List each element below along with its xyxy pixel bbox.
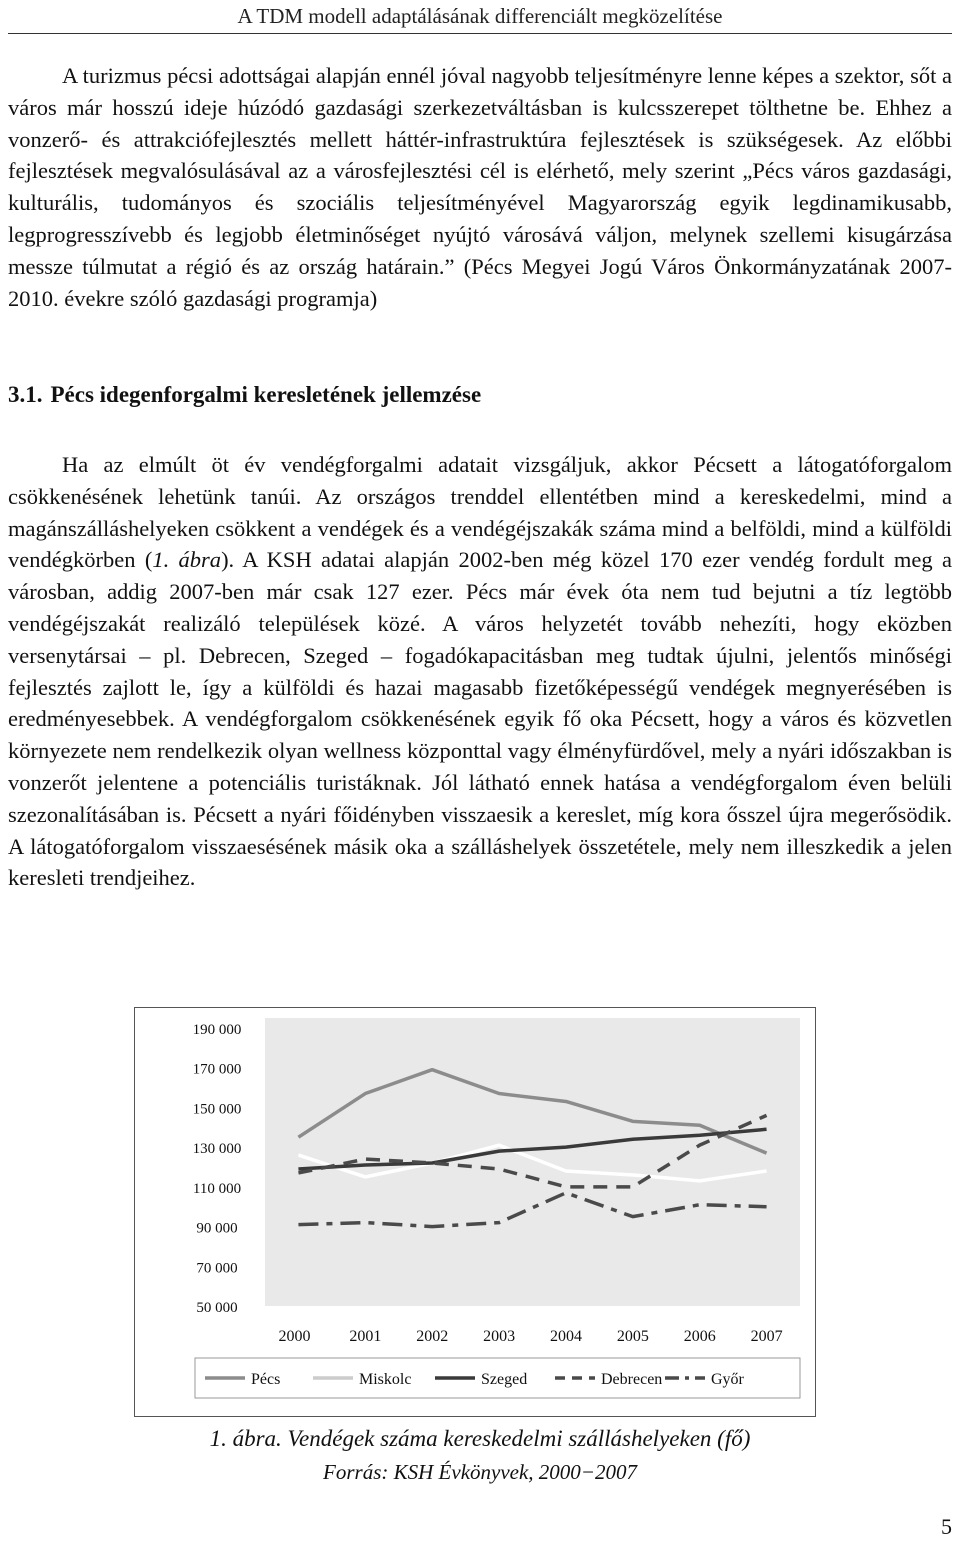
x-tick-label: 2005: [616, 1328, 649, 1345]
running-header: A TDM modell adaptálásának differenciált megközelítése: [237, 4, 723, 28]
y-tick-label: 50 000: [196, 1300, 238, 1316]
section-heading: [8, 382, 481, 408]
legend-label: Győr: [711, 1371, 744, 1388]
figure-reference: 1. ábra: [152, 547, 222, 573]
section-title: Pécs idegenforgalmi keresletének jellemzése: [50, 382, 482, 407]
paragraph-intro: A turizmus pécsi adottságai alapján ennél jóval nagyobb teljesítményre lenne képes a szektor, sőt a város már hosszú ideje húzódó gazdasági szerkezetváltásban is kulcsszerepet tölthetne be. Ehhez a vonzerő- és attrakciófejlesztés mellett háttér-infrastruktúra fejlesztések is szükségesek. Az előbbi fejlesztések megvalósulásával az a városfejlesztési cél is elérhető, mely szerint „Pécs város gazdasági, kulturális, tudományos és szociális teljesítményével Magyarország egyik legdinamikusabb, legprogresszívebb és legjobb életminőséget nyújtó városává váljon, melynek szellemi kisugárzása messze túlmutat a régió és az ország határain.” (Pécs Megyei Jogú Város Önkormányzatának 2007-2010. évekre szóló gazdasági programja): [8, 63, 952, 311]
paragraph-demand-part1: Ha az elmúlt öt év vendégforgalmi adatait vizsgáljuk, akkor Pécsett a látogatóforgalom csökkenésének lehetünk tanúi. Az országos trenddel ellentétben mind a kereskedelmi, mind a magánszálláshelyeken csökkent a vendégek és a vendégéjszakák száma mind a belföldi, mind a külföldi vendégkörben (: [8, 452, 952, 573]
y-tick-label: 90 000: [196, 1220, 238, 1237]
header-rule: [8, 33, 952, 34]
y-tick-label: 70 000: [196, 1260, 238, 1277]
y-tick-label: 190 000: [192, 1022, 242, 1038]
line-chart: [135, 1008, 815, 1416]
x-tick-label: 2003: [483, 1328, 516, 1345]
x-tick-label: 2002: [416, 1328, 449, 1345]
x-tick-label: 2004: [549, 1328, 582, 1345]
x-tick-label: 2001: [349, 1328, 382, 1345]
section-number: 3.1.: [8, 382, 43, 407]
legend-label: Szeged: [481, 1371, 528, 1388]
legend-label: Miskolc: [359, 1371, 412, 1388]
chart-figure: [134, 1007, 816, 1417]
paragraph-demand: [8, 449, 952, 894]
legend-label: Pécs: [251, 1371, 281, 1388]
paragraph-demand-part2: ). A KSH adatai alapján 2002-ben még közel 170 ezer vendég fordult meg a városban, addig 2007-ben már csak 127 ezer. Pécs már évek óta nem tud bejutni a tíz legtöbb vendégéjszakát realizáló települések közé. A város helyzetét tovább nehezíti, hogy eközben versenytársai – pl. Debrecen, Szeged – fogadókapacitásban meg tudtak újulni, jelentős minőségi fejlesztés zajlott le, így a külföldi és hazai magasabb fizetőképességű vendégek megnyerésében is eredményesebbek. A vendégforgalom csökkenésének egyik fő oka Pécsett, hogy a város és közvetlen környezete nem rendelkezik olyan wellness központtal vagy élményfürdővel, mely a nyári időszakban is vonzerőt jelentene a potenciális turistáknak. Jól látható ennek hatása a vendégforgalom éven belüli szezonalításában is. Pécsett a nyári főidényben visszaesik a kereslet, míg kora ősszel újra megerősödik. A látogatóforgalom visszaesésének másik oka a szálláshelyek összetétele, mely nem illeszkedik a jelen keresleti trendjeihez.: [8, 547, 952, 891]
page-number: 5: [941, 1514, 952, 1539]
figure-caption: 1. ábra. Vendégek száma kereskedelmi szálláshelyeken (fő): [209, 1426, 751, 1451]
y-tick-label: 150 000: [192, 1101, 242, 1118]
x-tick-label: 2006: [683, 1328, 716, 1345]
figure-source: Forrás: KSH Évkönyvek, 2000−2007: [323, 1460, 637, 1484]
x-tick-label: 2007: [750, 1328, 783, 1345]
y-tick-label: 130 000: [192, 1141, 242, 1158]
legend-label: Debrecen: [601, 1371, 663, 1388]
x-tick-label: 2000: [278, 1328, 311, 1345]
y-tick-label: 170 000: [192, 1061, 242, 1078]
y-tick-label: 110 000: [192, 1180, 242, 1197]
